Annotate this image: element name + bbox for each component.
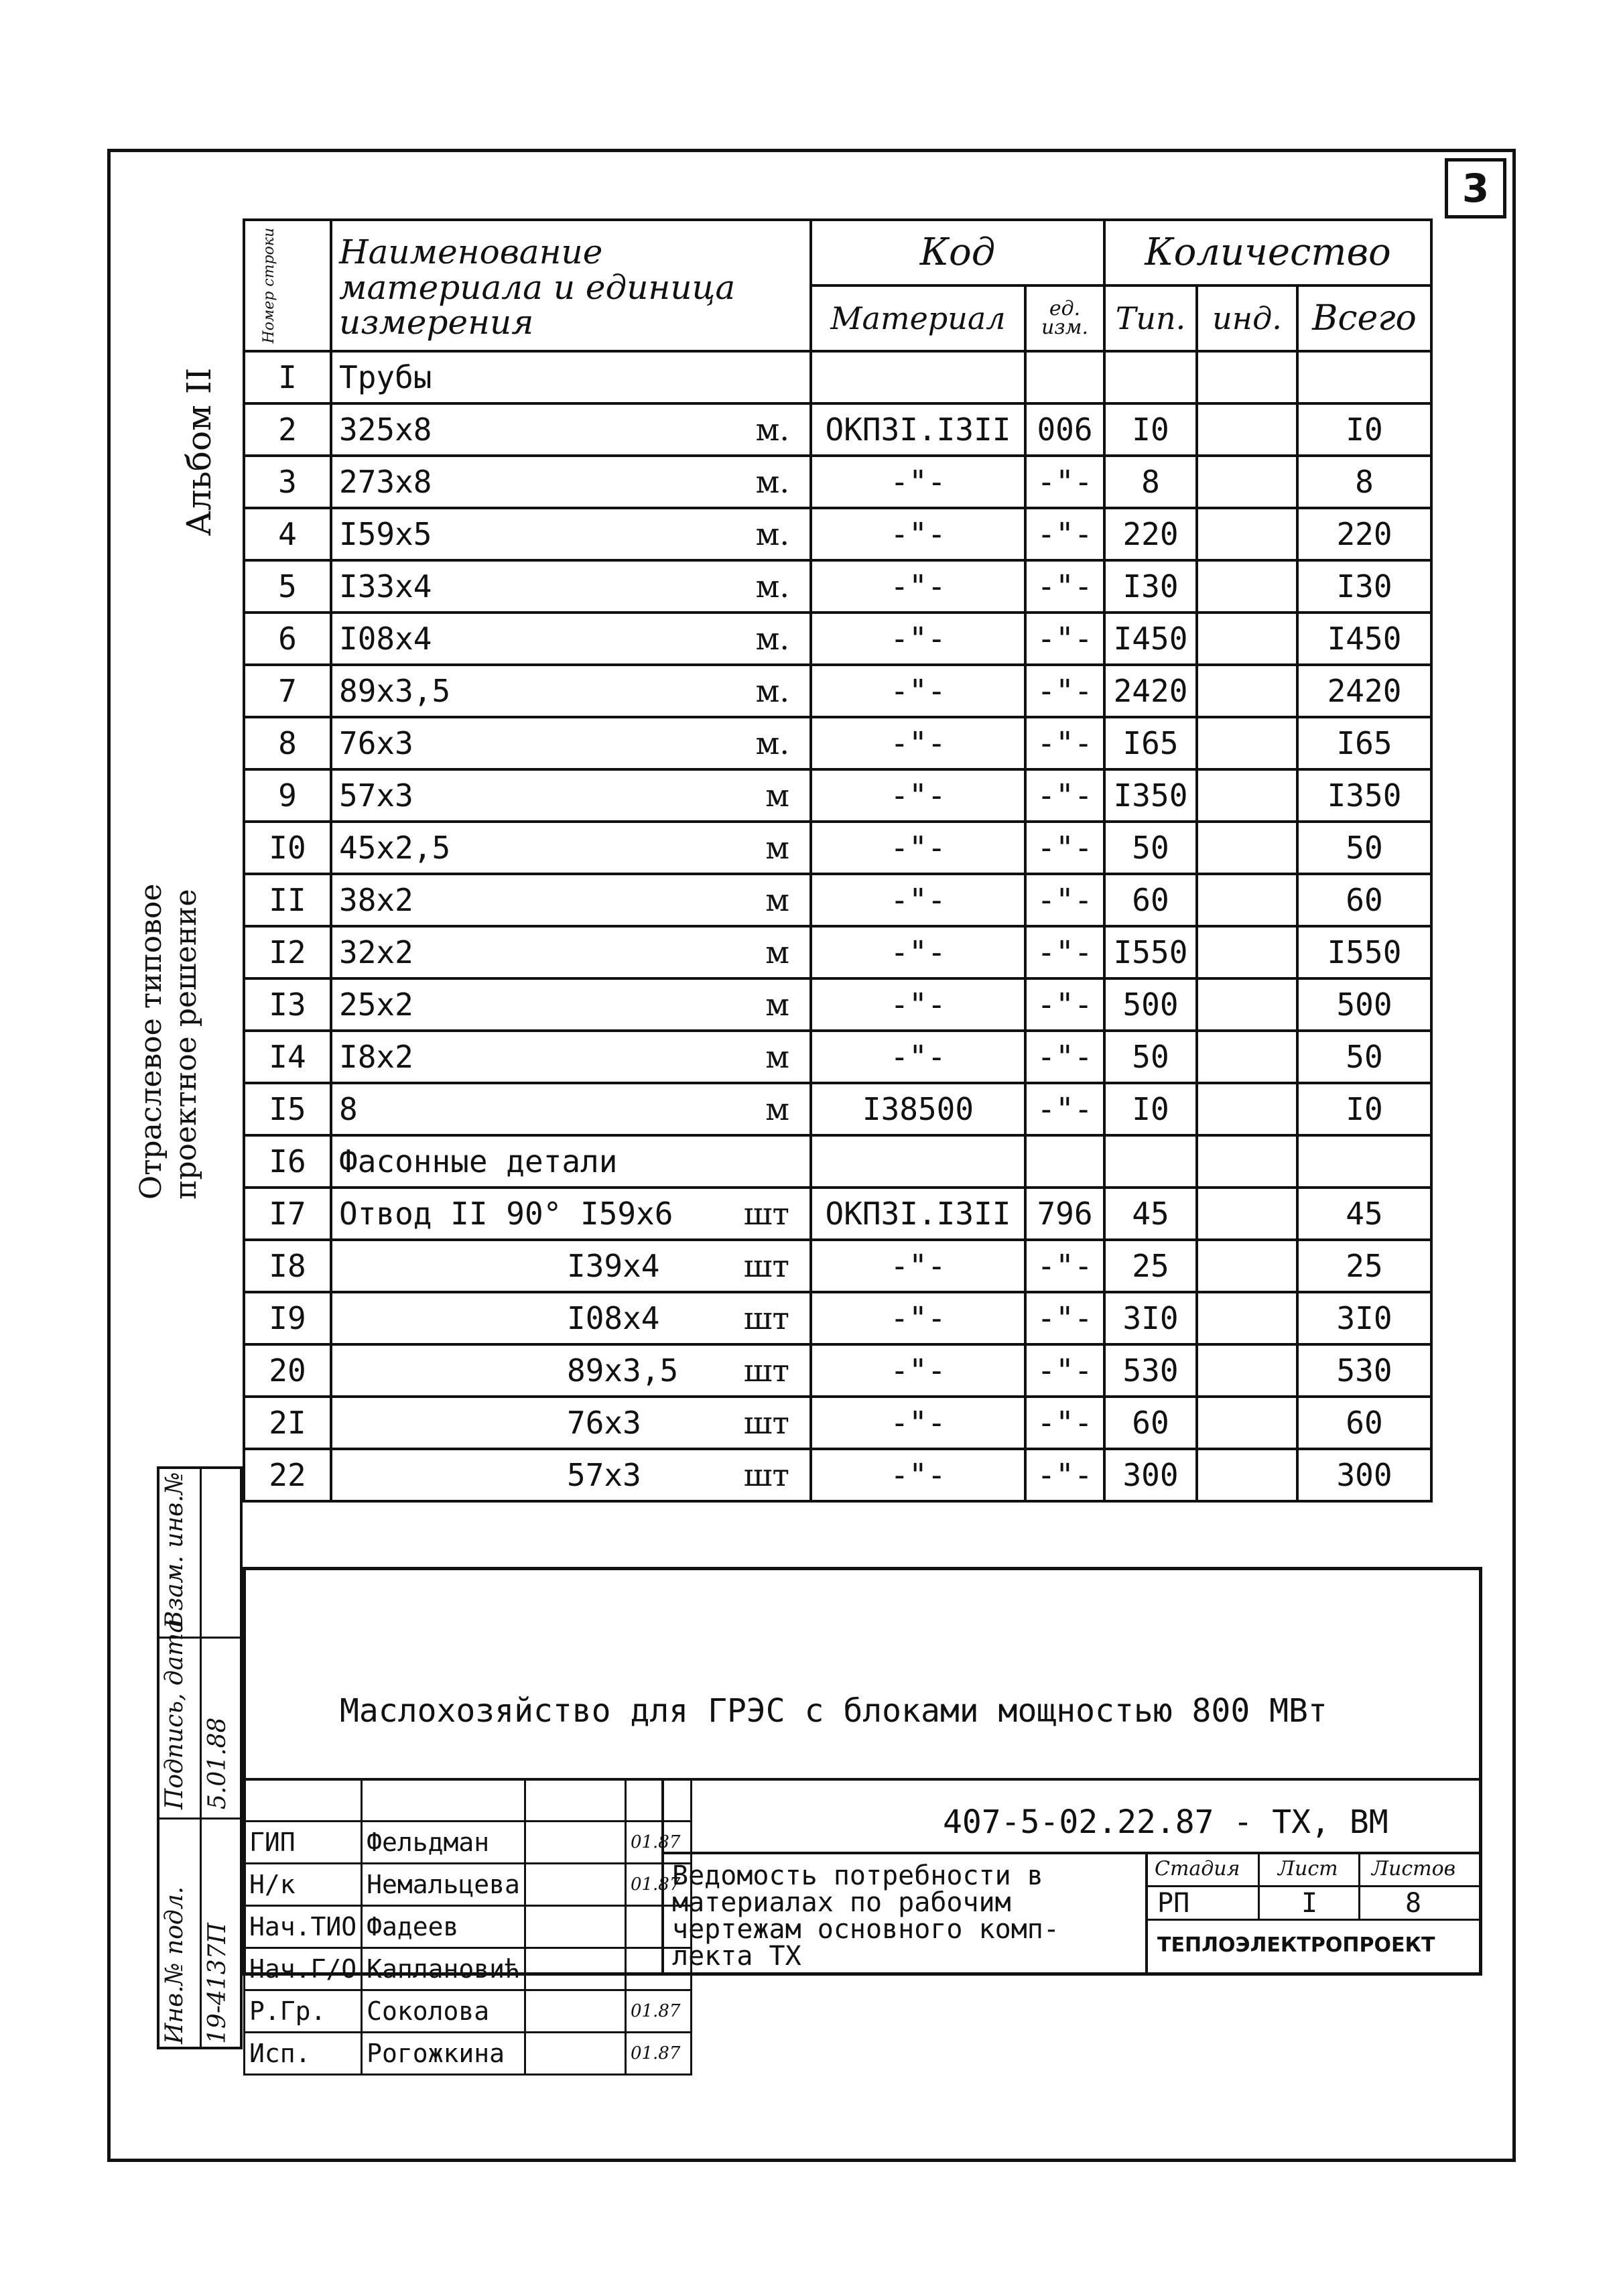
row-unit-code: -"-: [1025, 560, 1104, 613]
row-qty-total: 220: [1297, 508, 1431, 560]
row-name-text: I08x4: [339, 621, 432, 657]
row-qty-ind: [1197, 613, 1297, 665]
row-number: I2: [244, 926, 331, 978]
row-qty-ind: [1197, 769, 1297, 822]
table-row: [244, 822, 1431, 874]
row-unit-code: -"-: [1025, 1292, 1104, 1344]
table-row: [244, 351, 1431, 403]
row-unit-code: -"-: [1025, 1397, 1104, 1449]
sheets-value: 8: [1405, 1888, 1422, 1919]
archive-value-date: 5.01.88: [204, 1717, 231, 1809]
row-name: [331, 1188, 811, 1240]
row-name-text: I33x4: [339, 568, 432, 604]
row-unit-code: [1025, 351, 1104, 403]
row-qty-ind: [1197, 874, 1297, 926]
stage-label: Стадия: [1155, 1857, 1240, 1880]
signature-role: Н/к: [245, 1864, 362, 1906]
row-qty-total: 300: [1297, 1449, 1431, 1501]
row-unit: м.: [755, 411, 789, 448]
row-unit-code: [1025, 1135, 1104, 1188]
row-qty-total: 50: [1297, 822, 1431, 874]
row-name: [331, 1449, 811, 1501]
row-name-text: 76x3: [567, 1405, 641, 1441]
row-unit-code: -"-: [1025, 665, 1104, 717]
row-unit-code: -"-: [1025, 613, 1104, 665]
row-unit-code: -"-: [1025, 1083, 1104, 1135]
row-material-code: -"-: [811, 717, 1025, 769]
row-material-code: -"-: [811, 508, 1025, 560]
signature-date: 01.87: [625, 1990, 691, 2033]
row-unit-code: -"-: [1025, 1344, 1104, 1397]
row-number: 2: [244, 403, 331, 456]
stage-value: РП: [1157, 1888, 1190, 1919]
row-unit-code: -"-: [1025, 769, 1104, 822]
row-name: [331, 822, 811, 874]
row-name-text: 8: [339, 1091, 358, 1127]
signature-name: Фадеев: [362, 1906, 525, 1948]
row-material-code: -"-: [811, 1449, 1025, 1501]
row-number: 5: [244, 560, 331, 613]
table-row: [244, 1344, 1431, 1397]
row-name: [331, 978, 811, 1031]
document-code: 407-5-02.22.87 - ТХ, ВМ: [943, 1803, 1388, 1841]
sheet-label: Лист: [1278, 1857, 1338, 1880]
row-name: [331, 456, 811, 508]
table-row: [244, 1031, 1431, 1083]
row-qty-typ: 50: [1104, 822, 1197, 874]
header-unit: ед. изм.: [1025, 285, 1104, 351]
row-material-code: -"-: [811, 769, 1025, 822]
row-qty-ind: [1197, 665, 1297, 717]
header-name: Наименование материала и единица измерения: [331, 220, 811, 351]
row-name: [331, 613, 811, 665]
row-name-text: 57x3: [339, 777, 413, 814]
row-number: 7: [244, 665, 331, 717]
row-number: I4: [244, 1031, 331, 1083]
row-qty-total: 60: [1297, 1397, 1431, 1449]
row-material-code: [811, 1135, 1025, 1188]
row-material-code: ОКПЗI.I3II: [811, 403, 1025, 456]
row-name: [331, 560, 811, 613]
row-name-text: Трубы: [339, 359, 432, 395]
row-qty-ind: [1197, 978, 1297, 1031]
row-qty-total: 8: [1297, 456, 1431, 508]
signature-role: Нач.ТИО: [245, 1906, 362, 1948]
row-name-text: 45x2,5: [339, 830, 451, 866]
signature-row: [245, 1990, 692, 2033]
row-qty-total: 45: [1297, 1188, 1431, 1240]
signature-date: [625, 1906, 691, 1948]
signature-role: Исп.: [245, 2033, 362, 2075]
row-material-code: [811, 351, 1025, 403]
row-name: [331, 769, 811, 822]
row-unit: шт: [743, 1457, 789, 1493]
table-row: [244, 926, 1431, 978]
signature-sign: [525, 1906, 625, 1948]
sheets-label: Листов: [1372, 1857, 1456, 1880]
album-label: Альбом II: [180, 367, 218, 536]
row-name-text: Фасонные детали: [339, 1143, 618, 1179]
signature-role: ГИП: [245, 1822, 362, 1864]
signature-sign: [525, 2033, 625, 2075]
row-number: II: [244, 874, 331, 926]
row-qty-total: I65: [1297, 717, 1431, 769]
row-name-text: 32x2: [339, 934, 413, 970]
row-unit-code: -"-: [1025, 508, 1104, 560]
signature-table: [243, 1778, 692, 2076]
row-name-text: 38x2: [339, 882, 413, 918]
row-number: 8: [244, 717, 331, 769]
row-name-text: 325x8: [339, 411, 432, 448]
signature-rows: [245, 1822, 692, 2075]
row-number: 9: [244, 769, 331, 822]
row-name: [331, 1135, 811, 1188]
row-qty-ind: [1197, 1397, 1297, 1449]
row-qty-ind: [1197, 1292, 1297, 1344]
row-qty-ind: [1197, 1449, 1297, 1501]
row-qty-total: 25: [1297, 1240, 1431, 1292]
row-number: I3: [244, 978, 331, 1031]
row-material-code: -"-: [811, 1397, 1025, 1449]
row-qty-ind: [1197, 1135, 1297, 1188]
row-unit-code: -"-: [1025, 874, 1104, 926]
signature-date: 01.87: [625, 1864, 691, 1906]
table-row: [244, 456, 1431, 508]
header-material: Материал: [811, 285, 1025, 351]
row-qty-total: [1297, 351, 1431, 403]
row-material-code: -"-: [811, 456, 1025, 508]
row-number: I5: [244, 1083, 331, 1135]
row-name: [331, 1031, 811, 1083]
row-name-text: I39x4: [567, 1248, 660, 1284]
row-unit: шт: [743, 1352, 789, 1389]
signature-name: Фельдман: [362, 1822, 525, 1864]
table-body: [244, 351, 1431, 1501]
row-qty-ind: [1197, 1344, 1297, 1397]
header-code: Код: [811, 220, 1104, 285]
row-qty-total: 2420: [1297, 665, 1431, 717]
row-unit-code: -"-: [1025, 978, 1104, 1031]
row-qty-typ: 50: [1104, 1031, 1197, 1083]
row-qty-typ: I0: [1104, 1083, 1197, 1135]
table-row: [244, 1188, 1431, 1240]
row-name: [331, 1344, 811, 1397]
solution-label-1: Отраслевое типовое: [134, 883, 168, 1200]
signature-row: [245, 1948, 692, 1990]
table-row: [244, 665, 1431, 717]
row-qty-total: I550: [1297, 926, 1431, 978]
archive-label-replace: Взам. инв.№: [161, 1472, 188, 1629]
row-number: I7: [244, 1188, 331, 1240]
row-name-text: I08x4: [567, 1300, 660, 1336]
row-qty-typ: [1104, 351, 1197, 403]
row-name-text: 25x2: [339, 986, 413, 1023]
row-name: [331, 665, 811, 717]
table-row: [244, 403, 1431, 456]
row-qty-total: I0: [1297, 403, 1431, 456]
row-qty-typ: I350: [1104, 769, 1197, 822]
row-number: I8: [244, 1240, 331, 1292]
row-unit: м: [765, 1039, 789, 1075]
row-qty-total: 3I0: [1297, 1292, 1431, 1344]
row-qty-ind: [1197, 508, 1297, 560]
row-qty-typ: 60: [1104, 874, 1197, 926]
row-name-text: 76x3: [339, 725, 413, 761]
row-name: [331, 1292, 811, 1344]
row-qty-total: 500: [1297, 978, 1431, 1031]
row-name: [331, 717, 811, 769]
row-name-text: I8x2: [339, 1039, 413, 1075]
row-qty-ind: [1197, 822, 1297, 874]
row-name: [331, 1083, 811, 1135]
organization: ТЕПЛОЭЛЕКТРОПРОЕКТ: [1157, 1933, 1435, 1957]
row-name: [331, 508, 811, 560]
row-number: 6: [244, 613, 331, 665]
row-qty-ind: [1197, 456, 1297, 508]
row-number: I9: [244, 1292, 331, 1344]
row-unit: м: [765, 777, 789, 814]
row-unit: м: [765, 934, 789, 970]
row-unit-code: -"-: [1025, 1031, 1104, 1083]
table-row: [244, 1449, 1431, 1501]
table-row: [244, 1135, 1431, 1188]
row-name-text: 273x8: [339, 464, 432, 500]
table-row: [244, 978, 1431, 1031]
row-qty-ind: [1197, 403, 1297, 456]
row-qty-ind: [1197, 926, 1297, 978]
sheet-value: I: [1301, 1888, 1318, 1919]
document-name: Ведомость потребности в материалах по рабочим чертежам основного комп- лекта ТХ: [672, 1860, 1059, 1972]
row-unit: м.: [755, 568, 789, 604]
signature-sign: [525, 1990, 625, 2033]
row-qty-typ: 25: [1104, 1240, 1197, 1292]
row-qty-ind: [1197, 560, 1297, 613]
row-material-code: -"-: [811, 665, 1025, 717]
row-qty-typ: I450: [1104, 613, 1197, 665]
signature-sign: [525, 1948, 625, 1990]
row-unit-code: 006: [1025, 403, 1104, 456]
row-qty-typ: 300: [1104, 1449, 1197, 1501]
row-name: [331, 1397, 811, 1449]
signature-row: [245, 1822, 692, 1864]
row-number: I: [244, 351, 331, 403]
row-name: [331, 403, 811, 456]
row-qty-typ: 45: [1104, 1188, 1197, 1240]
row-number: I0: [244, 822, 331, 874]
row-material-code: -"-: [811, 1292, 1025, 1344]
signature-date: 01.87: [625, 2033, 691, 2075]
row-unit-code: -"-: [1025, 456, 1104, 508]
row-qty-total: 60: [1297, 874, 1431, 926]
row-unit: шт: [743, 1405, 789, 1441]
row-qty-ind: [1197, 717, 1297, 769]
row-qty-total: 530: [1297, 1344, 1431, 1397]
signature-row: [245, 1864, 692, 1906]
row-qty-typ: 3I0: [1104, 1292, 1197, 1344]
row-qty-typ: [1104, 1135, 1197, 1188]
row-unit-code: -"-: [1025, 717, 1104, 769]
row-qty-typ: 220: [1104, 508, 1197, 560]
table-row: [244, 508, 1431, 560]
table-row: [244, 560, 1431, 613]
signature-date: 01.87: [625, 1822, 691, 1864]
header-typ: Тип.: [1104, 285, 1197, 351]
row-qty-typ: I30: [1104, 560, 1197, 613]
row-material-code: -"-: [811, 613, 1025, 665]
table-row: [244, 769, 1431, 822]
row-qty-total: I450: [1297, 613, 1431, 665]
row-unit: м: [765, 882, 789, 918]
signature-sign: [525, 1864, 625, 1906]
materials-table: [243, 218, 1433, 1503]
row-qty-typ: 530: [1104, 1344, 1197, 1397]
row-name-text: Отвод II 90° I59x6: [339, 1196, 673, 1232]
row-name-text: 57x3: [567, 1457, 641, 1493]
signature-row: [245, 2033, 692, 2075]
row-material-code: -"-: [811, 1240, 1025, 1292]
solution-label-2: проектное решение: [169, 889, 203, 1200]
row-material-code: ОКПЗI.I3II: [811, 1188, 1025, 1240]
row-unit-code: -"-: [1025, 822, 1104, 874]
signature-role: Нач.Г/О: [245, 1948, 362, 1990]
row-material-code: -"-: [811, 822, 1025, 874]
row-material-code: -"-: [811, 1344, 1025, 1397]
row-unit: м.: [755, 725, 789, 761]
row-qty-ind: [1197, 351, 1297, 403]
row-number: 22: [244, 1449, 331, 1501]
table-row: [244, 1292, 1431, 1344]
page-number: 3: [1445, 158, 1506, 218]
row-name-text: 89x3,5: [339, 673, 451, 709]
row-qty-total: [1297, 1135, 1431, 1188]
row-qty-ind: [1197, 1240, 1297, 1292]
row-qty-total: I0: [1297, 1083, 1431, 1135]
header-qty: Количество: [1104, 220, 1431, 285]
row-number: I6: [244, 1135, 331, 1188]
archive-label-sign: Подпись, дата: [161, 1618, 188, 1809]
row-name-text: 89x3,5: [567, 1352, 679, 1389]
row-material-code: I38500: [811, 1083, 1025, 1135]
row-unit-code: 796: [1025, 1188, 1104, 1240]
row-number: 3: [244, 456, 331, 508]
row-unit: м: [765, 830, 789, 866]
row-name: [331, 926, 811, 978]
row-qty-typ: 2420: [1104, 665, 1197, 717]
row-unit: шт: [743, 1248, 789, 1284]
header-total: Всего: [1297, 285, 1431, 351]
row-qty-typ: I550: [1104, 926, 1197, 978]
row-qty-ind: [1197, 1188, 1297, 1240]
archive-label-inv: Инв.№ подл.: [161, 1886, 188, 2044]
table-row: [244, 1397, 1431, 1449]
row-name: [331, 1240, 811, 1292]
row-unit: м.: [755, 464, 789, 500]
row-name-text: I59x5: [339, 516, 432, 552]
row-material-code: -"-: [811, 926, 1025, 978]
table-row: [244, 613, 1431, 665]
signature-name: Соколова: [362, 1990, 525, 2033]
row-unit-code: -"-: [1025, 926, 1104, 978]
row-unit: м.: [755, 621, 789, 657]
row-qty-typ: 8: [1104, 456, 1197, 508]
signature-role: Р.Гр.: [245, 1990, 362, 2033]
signature-sign: [525, 1822, 625, 1864]
row-qty-total: I350: [1297, 769, 1431, 822]
row-material-code: -"-: [811, 978, 1025, 1031]
row-number: 20: [244, 1344, 331, 1397]
row-qty-typ: 60: [1104, 1397, 1197, 1449]
row-unit: м: [765, 1091, 789, 1127]
signature-date: [625, 1948, 691, 1990]
row-qty-ind: [1197, 1083, 1297, 1135]
table-row: [244, 1083, 1431, 1135]
row-unit: м: [765, 986, 789, 1023]
row-material-code: -"-: [811, 1031, 1025, 1083]
title-block: [243, 1567, 1482, 2068]
header-ind: инд.: [1197, 285, 1297, 351]
row-material-code: -"-: [811, 560, 1025, 613]
row-qty-total: I30: [1297, 560, 1431, 613]
row-unit: м.: [755, 516, 789, 552]
row-number: 4: [244, 508, 331, 560]
header-row-no: Номер строки: [244, 220, 331, 351]
row-unit: м.: [755, 673, 789, 709]
signature-row: [245, 1906, 692, 1948]
row-name: [331, 874, 811, 926]
archive-value-inv: 19-4137П: [204, 1923, 231, 2044]
row-qty-typ: I0: [1104, 403, 1197, 456]
row-unit-code: -"-: [1025, 1449, 1104, 1501]
project-title: Маслохозяйство для ГРЭС с блоками мощностью 800 МВт: [340, 1692, 1327, 1730]
row-material-code: -"-: [811, 874, 1025, 926]
row-qty-total: 50: [1297, 1031, 1431, 1083]
row-qty-ind: [1197, 1031, 1297, 1083]
row-unit: шт: [743, 1196, 789, 1232]
row-number: 2I: [244, 1397, 331, 1449]
row-name: [331, 351, 811, 403]
row-unit: шт: [743, 1300, 789, 1336]
signature-name: Немальцева: [362, 1864, 525, 1906]
row-qty-typ: 500: [1104, 978, 1197, 1031]
signature-name: Рогожкина: [362, 2033, 525, 2075]
table-row: [244, 1240, 1431, 1292]
table-row: [244, 874, 1431, 926]
table-row: [244, 717, 1431, 769]
row-unit-code: -"-: [1025, 1240, 1104, 1292]
row-qty-typ: I65: [1104, 717, 1197, 769]
signature-name: Каплановић: [362, 1948, 525, 1990]
